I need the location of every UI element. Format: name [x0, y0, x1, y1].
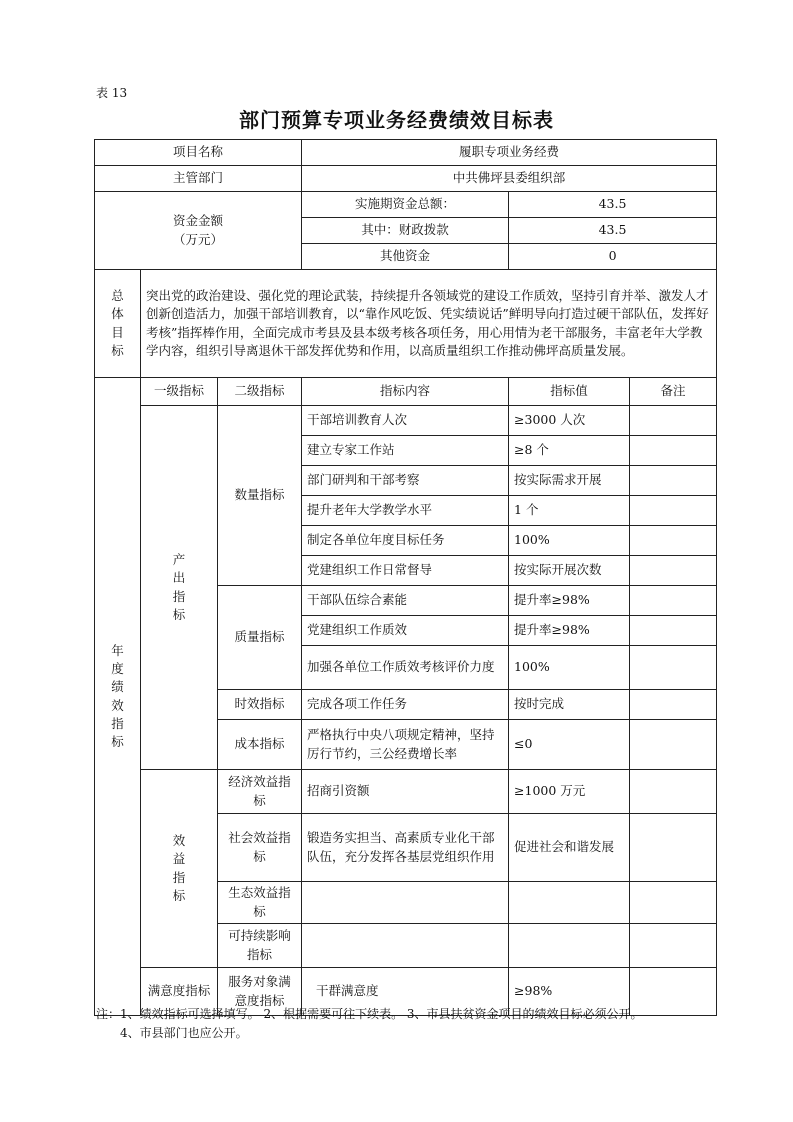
indicator-value: 100%	[509, 526, 630, 556]
indicator-content	[302, 882, 509, 924]
label-char: 绩	[111, 679, 124, 695]
label-char: 标	[172, 887, 186, 903]
indicator-value: 按实际需求开展	[509, 466, 630, 496]
label-char: 总	[111, 288, 124, 304]
department-label: 主管部门	[95, 166, 302, 192]
indicator-content: 干部队伍综合素能	[302, 586, 509, 616]
label-char: 效	[111, 697, 124, 713]
funds-other-label: 其他资金	[302, 244, 509, 270]
funds-fiscal-value: 43.5	[509, 218, 717, 244]
indicator-remark	[630, 924, 717, 968]
funds-other-value: 0	[509, 244, 717, 270]
annual-indicator-label	[95, 378, 141, 1016]
indicator-value: ≥8 个	[509, 436, 630, 466]
ecological-benefit-label: 生态效益指标	[218, 882, 302, 924]
label-char: 目	[111, 324, 124, 340]
header-value: 指标值	[509, 378, 630, 406]
indicator-value	[509, 882, 630, 924]
indicator-content: 严格执行中央八项规定精神，坚持厉行节约，三公经费增长率	[302, 720, 509, 770]
quality-indicator-label: 质量指标	[218, 586, 302, 690]
label-char: 度	[111, 661, 124, 677]
indicator-value: 按实际开展次数	[509, 556, 630, 586]
footnote-line1: 注：1、绩效指标可选择填写。 2、根据需要可往下续表。 3、市县扶贫资金项目的绩效目标必须公开。	[96, 1007, 643, 1021]
indicator-value: 提升率≥98%	[509, 586, 630, 616]
header-remark: 备注	[630, 378, 717, 406]
indicator-remark	[630, 616, 717, 646]
label-char: 益	[172, 851, 186, 867]
table-number: 表 13	[96, 86, 128, 100]
satisfaction-indicator-label: 满意度指标	[141, 968, 218, 1016]
indicator-content: 锻造务实担当、高素质专业化干部队伍，充分发挥各基层党组织作用	[302, 814, 509, 882]
footnote-line2: 4、市县部门也应公开。	[120, 1026, 248, 1041]
funds-total-value: 43.5	[509, 192, 717, 218]
label-char: 标	[111, 733, 124, 749]
label-char: 体	[111, 306, 124, 322]
indicator-value: 1 个	[509, 496, 630, 526]
indicator-value: 提升率≥98%	[509, 616, 630, 646]
label-char: 指	[172, 588, 186, 604]
funds-row	[95, 192, 717, 218]
indicator-value: 促进社会和谐发展	[509, 814, 630, 882]
sustainable-impact-label: 可持续影响指标	[218, 924, 302, 968]
indicator-header-row	[95, 378, 717, 406]
service-satisfaction-label: 服务对象满意度指标	[218, 968, 302, 1016]
indicator-remark	[630, 646, 717, 690]
overall-goal-text: 突出党的政治建设、强化党的理论武装，持续提升各领域党的建设工作质效，坚持引育并举、激发人才创新创造活力，加强干部培训教育，以“靠作风吃饭、凭实绩说话”鲜明导向打造过硬干部队伍，发挥好考核”指挥棒作用，全面完成市考县及县本级考核各项任务，用心用情为老干部服务，丰富老年大学教学内容，组织引导离退休干部发挥优势和作用，以高质量组织工作推动佛坪高质量发展。	[141, 270, 717, 378]
indicator-remark	[630, 814, 717, 882]
indicator-content: 干部培训教育人次	[302, 406, 509, 436]
indicator-value: ≥98%	[509, 968, 630, 1016]
social-benefit-label: 社会效益指标	[218, 814, 302, 882]
project-name-label: 项目名称	[95, 140, 302, 166]
label-char: 效	[172, 833, 186, 849]
timeliness-indicator-label: 时效指标	[218, 690, 302, 720]
label-char: 标	[172, 606, 186, 622]
indicator-content: 党建组织工作日常督导	[302, 556, 509, 586]
indicator-remark	[630, 690, 717, 720]
indicator-content: 招商引资额	[302, 770, 509, 814]
header-level2: 二级指标	[218, 378, 302, 406]
indicator-remark	[630, 556, 717, 586]
indicator-content: 完成各项工作任务	[302, 690, 509, 720]
quantity-indicator-label: 数量指标	[218, 406, 302, 586]
label-char: 指	[172, 869, 186, 885]
header-level1: 一级指标	[141, 378, 218, 406]
label-char: 指	[111, 715, 124, 731]
indicator-content: 部门研判和干部考察	[302, 466, 509, 496]
indicator-content: 干群满意度	[302, 968, 509, 1016]
indicator-value: ≥3000 人次	[509, 406, 630, 436]
indicator-content: 提升老年大学教学水平	[302, 496, 509, 526]
indicator-remark	[630, 882, 717, 924]
indicator-content	[302, 924, 509, 968]
table-row	[95, 406, 717, 436]
table-row	[95, 770, 717, 814]
overall-goal-row	[95, 270, 717, 378]
output-indicator-label	[141, 406, 218, 770]
overall-goal-label	[95, 270, 141, 378]
label-char: 标	[111, 342, 124, 358]
indicator-remark	[630, 586, 717, 616]
indicator-value: ≥1000 万元	[509, 770, 630, 814]
benefit-indicator-label	[141, 770, 218, 968]
indicator-value	[509, 924, 630, 968]
indicator-remark	[630, 526, 717, 556]
indicator-value: 100%	[509, 646, 630, 690]
label-char: 产	[172, 552, 186, 568]
indicator-value: ≤0	[509, 720, 630, 770]
project-name-value: 履职专项业务经费	[302, 140, 717, 166]
cost-indicator-label: 成本指标	[218, 720, 302, 770]
indicator-content: 建立专家工作站	[302, 436, 509, 466]
indicator-remark	[630, 436, 717, 466]
label-char: 年	[111, 643, 124, 659]
funds-total-label: 实施期资金总额：	[302, 192, 509, 218]
project-name-row	[95, 140, 717, 166]
department-row	[95, 166, 717, 192]
indicator-remark	[630, 720, 717, 770]
indicator-content: 加强各单位工作质效考核评价力度	[302, 646, 509, 690]
label-char: 出	[172, 570, 186, 586]
indicator-remark	[630, 496, 717, 526]
funds-fiscal-label: 其中：财政拨款	[302, 218, 509, 244]
funds-label	[95, 192, 302, 270]
funds-label-line1: 资金金额	[173, 213, 224, 229]
indicator-remark	[630, 406, 717, 436]
indicator-content: 党建组织工作质效	[302, 616, 509, 646]
indicator-content: 制定各单位年度目标任务	[302, 526, 509, 556]
funds-label-line2: （万元）	[173, 231, 224, 247]
document-title: 部门预算专项业务经费绩效目标表	[239, 108, 554, 132]
indicator-remark	[630, 770, 717, 814]
header-content: 指标内容	[302, 378, 509, 406]
indicator-value: 按时完成	[509, 690, 630, 720]
footnotes	[96, 1005, 736, 1043]
department-value: 中共佛坪县委组织部	[302, 166, 717, 192]
indicator-remark	[630, 466, 717, 496]
performance-target-table	[94, 139, 717, 1016]
economic-benefit-label: 经济效益指标	[218, 770, 302, 814]
